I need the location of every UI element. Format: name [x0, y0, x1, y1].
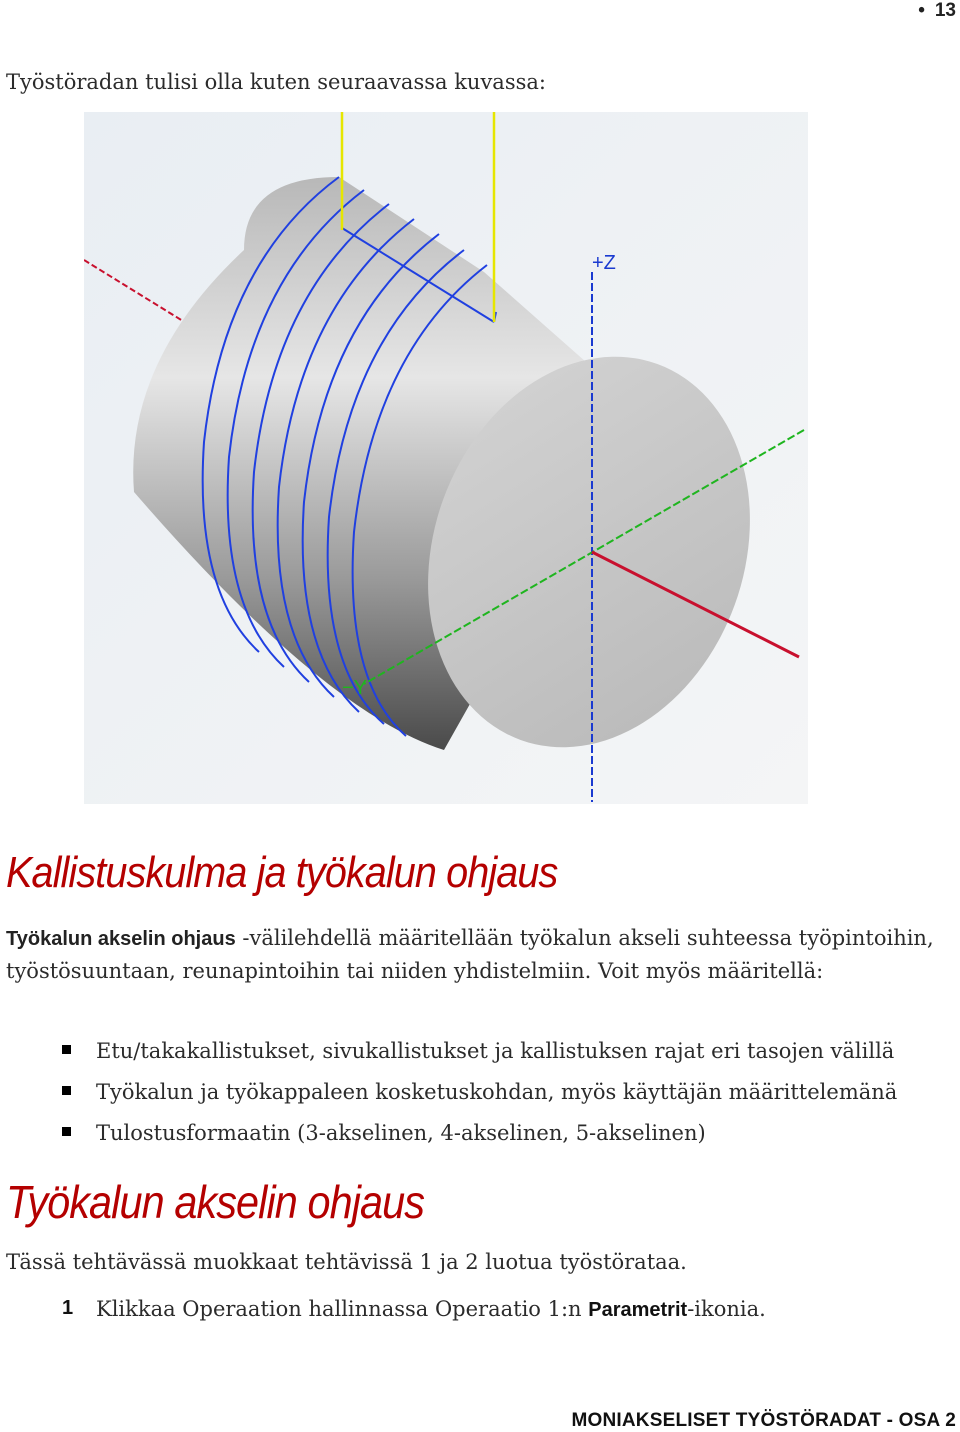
intro-text: Työstöradan tulisi olla kuten seuraavassa kuvassa: — [6, 70, 546, 94]
section-heading-tool-axis: Työkalun akselin ohjaus — [6, 1176, 425, 1228]
toolpath-figure — [84, 112, 808, 804]
bullet-square-icon — [62, 1045, 71, 1054]
bullet-text: Tulostusformaatin (3-akselinen, 4-akselinen, 5-akselinen) — [96, 1121, 706, 1145]
list-item — [0, 1034, 897, 1075]
para-bold-term: Työkalun akselin ohjaus — [6, 928, 236, 950]
para-text: -välilehdellä määritellään työkalun akseli suhteessa työpintoihin, työstösuuntaan, reunapintoihin tai niiden yhdistelmiin. Voit myös määritellä: — [6, 926, 934, 983]
page-number: • 13 — [918, 0, 956, 21]
task-description: Tässä tehtävässä muokkaat tehtävissä 1 ja 2 luotua työstörataa. — [6, 1250, 687, 1274]
bullet-text: Työkalun ja työkappaleen kosketuskohdan, myös käyttäjän määrittelemänä — [96, 1080, 898, 1104]
list-item — [0, 1075, 897, 1116]
bullet-square-icon — [62, 1127, 71, 1136]
bullet-text: Etu/takakallistukset, sivukallistukset ja kallistuksen rajat eri tasojen välillä — [96, 1039, 895, 1063]
page-footer: MONIAKSELISET TYÖSTÖRADAT - OSA 2 — [571, 1410, 956, 1431]
z-axis-label: +Z — [592, 252, 616, 274]
section-heading-tilt-angle: Kallistuskulma ja työkalun ohjaus — [6, 848, 558, 897]
y-axis-label: −Y — [342, 677, 368, 699]
parameters-term: Parametrit — [588, 1299, 688, 1321]
cylinder-toolpath-illustration — [84, 112, 808, 804]
bullet-list — [0, 1034, 897, 1157]
list-item — [0, 1116, 897, 1157]
step-text: Klikkaa Operaation hallinnassa Operaatio 1:n Parametrit-ikonia. — [96, 1297, 766, 1321]
section-paragraph — [6, 922, 946, 987]
step-number: 1 — [62, 1297, 74, 1319]
bullet-square-icon — [62, 1086, 71, 1095]
